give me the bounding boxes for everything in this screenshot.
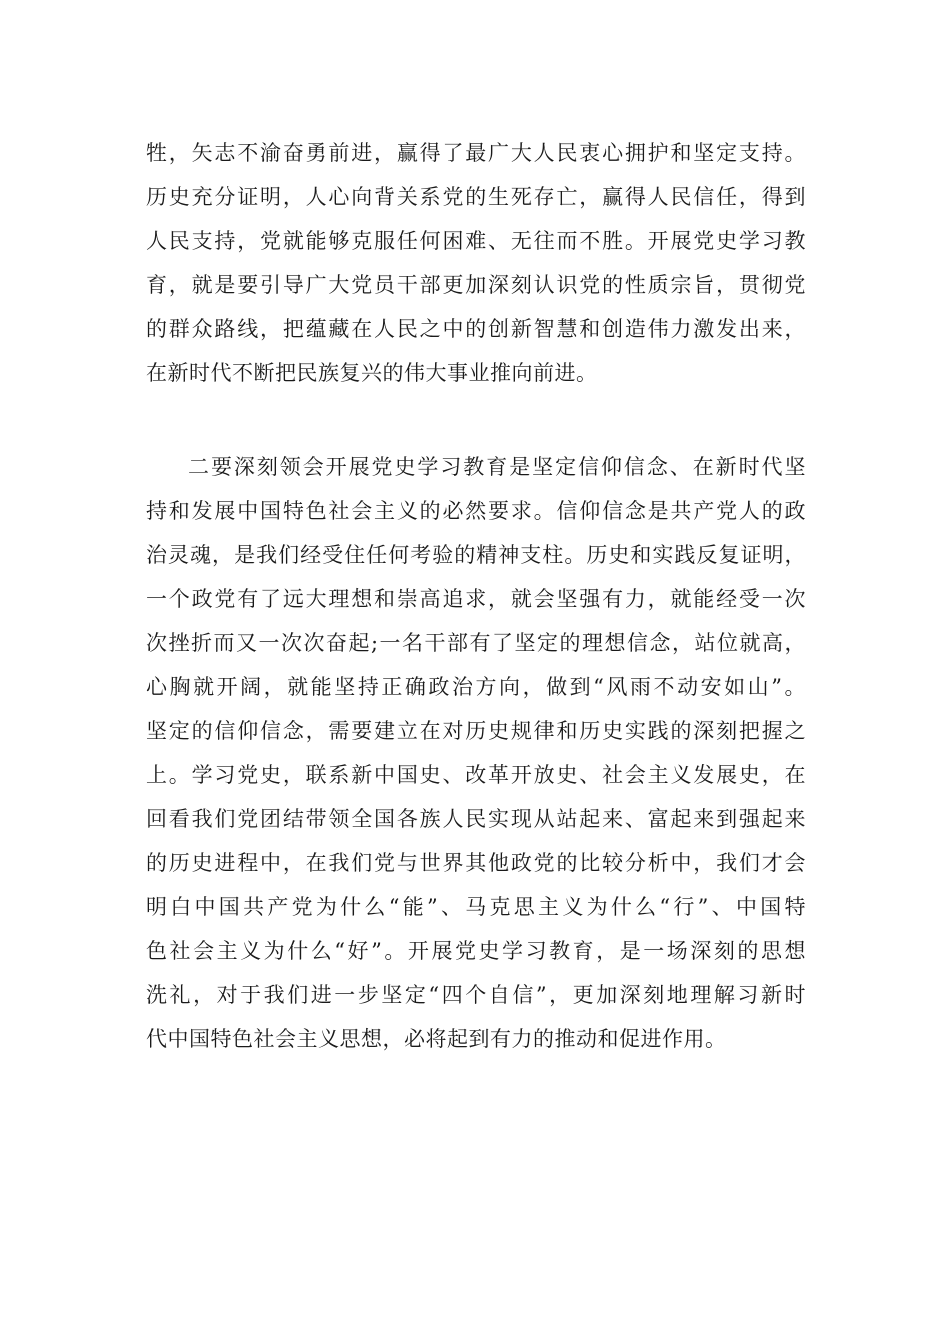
paragraph-line: 次挫折而又一次次奋起;一名干部有了坚定的理想信念，站位就高，: [146, 631, 806, 655]
paragraph-line: 二要深刻领会开展党史学习教育是坚定信仰信念、在新时代坚: [188, 455, 806, 479]
paragraph-line: 上。学习党史，联系新中国史、改革开放史、社会主义发展史，在: [146, 763, 806, 787]
paragraph-line: 治灵魂，是我们经受住任何考验的精神支柱。历史和实践反复证明，: [146, 543, 806, 567]
paragraph-line: 色社会主义为什么“好”。开展党史学习教育，是一场深刻的思想: [146, 939, 806, 963]
paragraph-line: 回看我们党团结带领全国各族人民实现从站起来、富起来到强起来: [146, 807, 806, 831]
paragraph-1: [146, 131, 806, 395]
paragraph-line: 人民支持，党就能够克服任何困难、无往而不胜。开展党史学习教: [146, 229, 806, 253]
paragraph-line: 代中国特色社会主义思想，必将起到有力的推动和促进作用。: [146, 1027, 727, 1051]
paragraph-2: [146, 445, 806, 1061]
paragraph-line: 历史充分证明，人心向背关系党的生死存亡，赢得人民信任，得到: [146, 185, 806, 209]
paragraph-line: 牲，矢志不渝奋勇前进，赢得了最广大人民衷心拥护和坚定支持。: [146, 141, 806, 165]
paragraph-line: 心胸就开阔，就能坚持正确政治方向，做到“风雨不动安如山”。: [146, 675, 806, 699]
paragraph-line: 育，就是要引导广大党员干部更加深刻认识党的性质宗旨，贯彻党: [146, 273, 806, 297]
paragraph-line: 的群众路线，把蕴藏在人民之中的创新智慧和创造伟力激发出来，: [146, 317, 806, 341]
paragraph-line: 一个政党有了远大理想和崇高追求，就会坚强有力，就能经受一次: [146, 587, 806, 611]
paragraph-line: 的历史进程中，在我们党与世界其他政党的比较分析中，我们才会: [146, 851, 806, 875]
paragraph-line: 明白中国共产党为什么“能”、马克思主义为什么“行”、中国特: [146, 895, 806, 919]
paragraph-line: 在新时代不断把民族复兴的伟大事业推向前进。: [146, 361, 598, 385]
paragraph-line: 持和发展中国特色社会主义的必然要求。信仰信念是共产党人的政: [146, 499, 806, 523]
paragraph-line: 坚定的信仰信念，需要建立在对历史规律和历史实践的深刻把握之: [146, 719, 806, 743]
paragraph-line: 洗礼，对于我们进一步坚定“四个自信”，更加深刻地理解习新时: [146, 983, 806, 1007]
